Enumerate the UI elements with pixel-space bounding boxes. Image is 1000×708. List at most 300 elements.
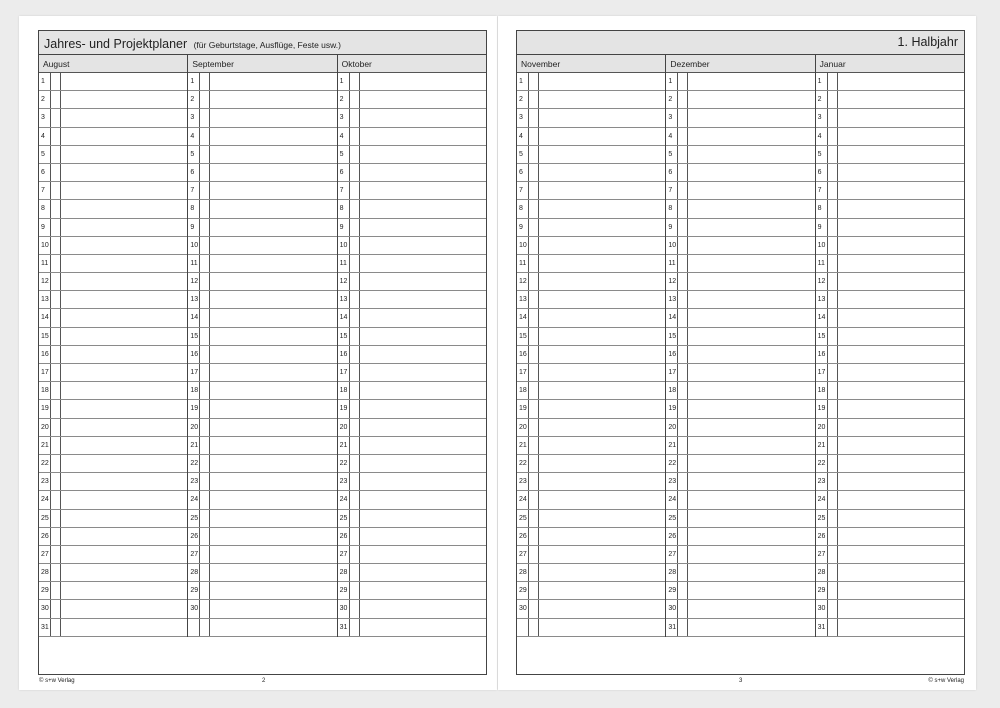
day-mark-cell[interactable] (51, 219, 61, 236)
day-note-cell[interactable] (61, 109, 187, 126)
day-note-cell[interactable] (360, 200, 486, 217)
day-mark-cell[interactable] (529, 600, 539, 617)
day-mark-cell[interactable] (828, 455, 838, 472)
day-mark-cell[interactable] (828, 419, 838, 436)
day-mark-cell[interactable] (828, 328, 838, 345)
day-note-cell[interactable] (539, 146, 665, 163)
day-note-cell[interactable] (838, 437, 964, 454)
day-mark-cell[interactable] (200, 455, 210, 472)
day-note-cell[interactable] (210, 419, 336, 436)
day-note-cell[interactable] (838, 164, 964, 181)
day-note-cell[interactable] (688, 346, 814, 363)
day-note-cell[interactable] (838, 146, 964, 163)
day-note-cell[interactable] (688, 109, 814, 126)
day-mark-cell[interactable] (529, 564, 539, 581)
day-note-cell[interactable] (838, 237, 964, 254)
day-note-cell[interactable] (688, 164, 814, 181)
day-note-cell[interactable] (210, 237, 336, 254)
day-note-cell[interactable] (61, 364, 187, 381)
day-mark-cell[interactable] (51, 528, 61, 545)
day-mark-cell[interactable] (51, 455, 61, 472)
day-note-cell[interactable] (61, 546, 187, 563)
day-mark-cell[interactable] (678, 237, 688, 254)
day-note-cell[interactable] (539, 164, 665, 181)
day-mark-cell[interactable] (529, 273, 539, 290)
day-note-cell[interactable] (539, 619, 665, 636)
day-mark-cell[interactable] (51, 91, 61, 108)
day-note-cell[interactable] (360, 437, 486, 454)
day-mark-cell[interactable] (200, 237, 210, 254)
day-note-cell[interactable] (688, 564, 814, 581)
day-note-cell[interactable] (838, 255, 964, 272)
day-note-cell[interactable] (688, 455, 814, 472)
day-note-cell[interactable] (360, 309, 486, 326)
day-note-cell[interactable] (61, 455, 187, 472)
day-note-cell[interactable] (360, 328, 486, 345)
day-mark-cell[interactable] (51, 619, 61, 636)
day-mark-cell[interactable] (350, 328, 360, 345)
day-mark-cell[interactable] (529, 364, 539, 381)
day-mark-cell[interactable] (350, 109, 360, 126)
day-note-cell[interactable] (360, 91, 486, 108)
day-mark-cell[interactable] (678, 109, 688, 126)
day-note-cell[interactable] (539, 273, 665, 290)
day-mark-cell[interactable] (678, 182, 688, 199)
day-note-cell[interactable] (61, 328, 187, 345)
day-note-cell[interactable] (539, 400, 665, 417)
day-note-cell[interactable] (210, 455, 336, 472)
day-mark-cell[interactable] (200, 510, 210, 527)
day-mark-cell[interactable] (350, 200, 360, 217)
day-note-cell[interactable] (838, 582, 964, 599)
day-mark-cell[interactable] (200, 255, 210, 272)
day-note-cell[interactable] (210, 164, 336, 181)
day-mark-cell[interactable] (529, 73, 539, 90)
day-note-cell[interactable] (539, 382, 665, 399)
day-mark-cell[interactable] (529, 382, 539, 399)
day-note-cell[interactable] (61, 91, 187, 108)
day-mark-cell[interactable] (529, 491, 539, 508)
day-mark-cell[interactable] (51, 255, 61, 272)
day-note-cell[interactable] (61, 73, 187, 90)
day-mark-cell[interactable] (350, 291, 360, 308)
day-mark-cell[interactable] (200, 600, 210, 617)
day-mark-cell[interactable] (678, 546, 688, 563)
day-mark-cell[interactable] (828, 200, 838, 217)
day-note-cell[interactable] (838, 346, 964, 363)
day-mark-cell[interactable] (350, 546, 360, 563)
day-mark-cell[interactable] (529, 619, 539, 636)
day-mark-cell[interactable] (828, 546, 838, 563)
day-note-cell[interactable] (210, 564, 336, 581)
day-mark-cell[interactable] (51, 364, 61, 381)
day-mark-cell[interactable] (678, 200, 688, 217)
day-mark-cell[interactable] (529, 291, 539, 308)
day-mark-cell[interactable] (51, 346, 61, 363)
day-note-cell[interactable] (688, 364, 814, 381)
day-mark-cell[interactable] (678, 528, 688, 545)
day-note-cell[interactable] (539, 364, 665, 381)
day-note-cell[interactable] (539, 291, 665, 308)
day-note-cell[interactable] (539, 182, 665, 199)
day-mark-cell[interactable] (51, 382, 61, 399)
day-mark-cell[interactable] (350, 255, 360, 272)
day-mark-cell[interactable] (678, 91, 688, 108)
day-note-cell[interactable] (61, 182, 187, 199)
day-mark-cell[interactable] (200, 309, 210, 326)
day-note-cell[interactable] (61, 346, 187, 363)
day-note-cell[interactable] (838, 473, 964, 490)
day-mark-cell[interactable] (529, 219, 539, 236)
day-mark-cell[interactable] (51, 146, 61, 163)
day-note-cell[interactable] (838, 128, 964, 145)
day-note-cell[interactable] (360, 291, 486, 308)
day-note-cell[interactable] (838, 491, 964, 508)
day-note-cell[interactable] (61, 400, 187, 417)
day-mark-cell[interactable] (51, 510, 61, 527)
day-note-cell[interactable] (688, 473, 814, 490)
day-note-cell[interactable] (539, 219, 665, 236)
day-note-cell[interactable] (61, 437, 187, 454)
day-mark-cell[interactable] (828, 346, 838, 363)
day-note-cell[interactable] (838, 73, 964, 90)
day-note-cell[interactable] (838, 309, 964, 326)
day-mark-cell[interactable] (678, 473, 688, 490)
day-mark-cell[interactable] (200, 273, 210, 290)
day-note-cell[interactable] (688, 382, 814, 399)
day-note-cell[interactable] (61, 164, 187, 181)
day-note-cell[interactable] (360, 582, 486, 599)
day-note-cell[interactable] (838, 419, 964, 436)
day-note-cell[interactable] (61, 491, 187, 508)
day-note-cell[interactable] (360, 109, 486, 126)
day-mark-cell[interactable] (529, 400, 539, 417)
day-mark-cell[interactable] (200, 400, 210, 417)
day-mark-cell[interactable] (51, 491, 61, 508)
day-note-cell[interactable] (838, 273, 964, 290)
day-mark-cell[interactable] (828, 600, 838, 617)
day-note-cell[interactable] (61, 419, 187, 436)
day-note-cell[interactable] (210, 182, 336, 199)
day-mark-cell[interactable] (529, 455, 539, 472)
day-mark-cell[interactable] (200, 382, 210, 399)
day-mark-cell[interactable] (529, 255, 539, 272)
day-note-cell[interactable] (688, 510, 814, 527)
day-mark-cell[interactable] (200, 491, 210, 508)
day-note-cell[interactable] (539, 346, 665, 363)
day-note-cell[interactable] (688, 73, 814, 90)
day-note-cell[interactable] (210, 528, 336, 545)
day-mark-cell[interactable] (529, 473, 539, 490)
day-note-cell[interactable] (688, 237, 814, 254)
day-mark-cell[interactable] (678, 382, 688, 399)
day-mark-cell[interactable] (529, 528, 539, 545)
day-note-cell[interactable] (688, 182, 814, 199)
day-note-cell[interactable] (210, 364, 336, 381)
day-mark-cell[interactable] (678, 364, 688, 381)
day-note-cell[interactable] (360, 364, 486, 381)
day-mark-cell[interactable] (51, 400, 61, 417)
day-mark-cell[interactable] (678, 273, 688, 290)
day-mark-cell[interactable] (828, 273, 838, 290)
day-note-cell[interactable] (688, 582, 814, 599)
day-mark-cell[interactable] (529, 328, 539, 345)
day-note-cell[interactable] (539, 510, 665, 527)
day-mark-cell[interactable] (350, 582, 360, 599)
day-mark-cell[interactable] (51, 419, 61, 436)
day-note-cell[interactable] (838, 564, 964, 581)
day-note-cell[interactable] (61, 382, 187, 399)
day-note-cell[interactable] (688, 273, 814, 290)
day-note-cell[interactable] (210, 109, 336, 126)
day-note-cell[interactable] (539, 564, 665, 581)
day-mark-cell[interactable] (828, 73, 838, 90)
day-mark-cell[interactable] (529, 91, 539, 108)
day-note-cell[interactable] (539, 546, 665, 563)
day-mark-cell[interactable] (200, 182, 210, 199)
day-mark-cell[interactable] (529, 182, 539, 199)
day-note-cell[interactable] (360, 600, 486, 617)
day-mark-cell[interactable] (350, 455, 360, 472)
day-note-cell[interactable] (210, 273, 336, 290)
day-mark-cell[interactable] (51, 200, 61, 217)
day-note-cell[interactable] (61, 146, 187, 163)
day-mark-cell[interactable] (828, 219, 838, 236)
day-mark-cell[interactable] (678, 491, 688, 508)
day-mark-cell[interactable] (678, 128, 688, 145)
day-mark-cell[interactable] (529, 164, 539, 181)
day-mark-cell[interactable] (678, 564, 688, 581)
day-mark-cell[interactable] (51, 582, 61, 599)
day-mark-cell[interactable] (678, 600, 688, 617)
day-mark-cell[interactable] (350, 400, 360, 417)
day-note-cell[interactable] (360, 473, 486, 490)
day-note-cell[interactable] (360, 491, 486, 508)
day-note-cell[interactable] (539, 309, 665, 326)
day-mark-cell[interactable] (678, 346, 688, 363)
day-mark-cell[interactable] (350, 382, 360, 399)
day-note-cell[interactable] (838, 200, 964, 217)
day-mark-cell[interactable] (828, 146, 838, 163)
day-mark-cell[interactable] (828, 437, 838, 454)
day-mark-cell[interactable] (350, 528, 360, 545)
day-note-cell[interactable] (838, 382, 964, 399)
day-mark-cell[interactable] (678, 219, 688, 236)
day-note-cell[interactable] (539, 582, 665, 599)
day-mark-cell[interactable] (529, 346, 539, 363)
day-note-cell[interactable] (838, 182, 964, 199)
day-mark-cell[interactable] (200, 346, 210, 363)
day-mark-cell[interactable] (350, 473, 360, 490)
day-note-cell[interactable] (61, 473, 187, 490)
day-mark-cell[interactable] (200, 564, 210, 581)
day-mark-cell[interactable] (200, 364, 210, 381)
day-note-cell[interactable] (360, 382, 486, 399)
day-note-cell[interactable] (360, 146, 486, 163)
day-mark-cell[interactable] (529, 109, 539, 126)
day-note-cell[interactable] (210, 546, 336, 563)
day-mark-cell[interactable] (200, 128, 210, 145)
day-mark-cell[interactable] (200, 546, 210, 563)
day-mark-cell[interactable] (828, 291, 838, 308)
day-mark-cell[interactable] (200, 219, 210, 236)
day-mark-cell[interactable] (828, 528, 838, 545)
day-note-cell[interactable] (688, 400, 814, 417)
day-mark-cell[interactable] (51, 109, 61, 126)
day-mark-cell[interactable] (828, 582, 838, 599)
day-mark-cell[interactable] (51, 600, 61, 617)
day-mark-cell[interactable] (200, 200, 210, 217)
day-note-cell[interactable] (210, 255, 336, 272)
day-note-cell[interactable] (838, 510, 964, 527)
day-mark-cell[interactable] (828, 400, 838, 417)
day-mark-cell[interactable] (678, 255, 688, 272)
day-note-cell[interactable] (61, 237, 187, 254)
day-note-cell[interactable] (61, 582, 187, 599)
day-mark-cell[interactable] (678, 164, 688, 181)
day-mark-cell[interactable] (529, 546, 539, 563)
day-note-cell[interactable] (838, 109, 964, 126)
day-note-cell[interactable] (838, 546, 964, 563)
day-mark-cell[interactable] (350, 73, 360, 90)
day-note-cell[interactable] (838, 219, 964, 236)
day-mark-cell[interactable] (350, 491, 360, 508)
day-note-cell[interactable] (210, 491, 336, 508)
day-note-cell[interactable] (360, 219, 486, 236)
day-note-cell[interactable] (210, 146, 336, 163)
day-mark-cell[interactable] (678, 73, 688, 90)
day-note-cell[interactable] (838, 619, 964, 636)
day-note-cell[interactable] (838, 364, 964, 381)
day-mark-cell[interactable] (51, 291, 61, 308)
day-note-cell[interactable] (688, 291, 814, 308)
day-mark-cell[interactable] (350, 309, 360, 326)
day-note-cell[interactable] (539, 91, 665, 108)
day-mark-cell[interactable] (529, 146, 539, 163)
day-note-cell[interactable] (838, 291, 964, 308)
day-note-cell[interactable] (210, 400, 336, 417)
day-note-cell[interactable] (210, 328, 336, 345)
day-mark-cell[interactable] (51, 546, 61, 563)
day-note-cell[interactable] (61, 255, 187, 272)
day-mark-cell[interactable] (350, 219, 360, 236)
day-note-cell[interactable] (539, 109, 665, 126)
day-note-cell[interactable] (210, 582, 336, 599)
day-mark-cell[interactable] (678, 619, 688, 636)
day-note-cell[interactable] (210, 473, 336, 490)
day-note-cell[interactable] (360, 182, 486, 199)
day-note-cell[interactable] (61, 273, 187, 290)
day-mark-cell[interactable] (828, 255, 838, 272)
day-mark-cell[interactable] (828, 491, 838, 508)
day-note-cell[interactable] (360, 273, 486, 290)
day-mark-cell[interactable] (200, 164, 210, 181)
day-note-cell[interactable] (360, 237, 486, 254)
day-note-cell[interactable] (539, 255, 665, 272)
day-mark-cell[interactable] (828, 309, 838, 326)
day-note-cell[interactable] (688, 128, 814, 145)
day-mark-cell[interactable] (350, 273, 360, 290)
day-note-cell[interactable] (61, 510, 187, 527)
day-note-cell[interactable] (539, 237, 665, 254)
day-mark-cell[interactable] (51, 164, 61, 181)
day-mark-cell[interactable] (529, 437, 539, 454)
day-note-cell[interactable] (688, 528, 814, 545)
day-note-cell[interactable] (688, 309, 814, 326)
day-mark-cell[interactable] (350, 128, 360, 145)
day-note-cell[interactable] (360, 546, 486, 563)
day-note-cell[interactable] (838, 91, 964, 108)
day-mark-cell[interactable] (200, 146, 210, 163)
day-note-cell[interactable] (539, 491, 665, 508)
day-note-cell[interactable] (838, 528, 964, 545)
day-mark-cell[interactable] (51, 128, 61, 145)
day-mark-cell[interactable] (200, 528, 210, 545)
day-mark-cell[interactable] (200, 91, 210, 108)
day-note-cell[interactable] (210, 619, 336, 636)
day-mark-cell[interactable] (828, 473, 838, 490)
day-note-cell[interactable] (360, 164, 486, 181)
day-note-cell[interactable] (688, 255, 814, 272)
day-mark-cell[interactable] (678, 510, 688, 527)
day-mark-cell[interactable] (828, 564, 838, 581)
day-note-cell[interactable] (360, 400, 486, 417)
day-mark-cell[interactable] (350, 346, 360, 363)
day-note-cell[interactable] (61, 219, 187, 236)
day-note-cell[interactable] (210, 382, 336, 399)
day-mark-cell[interactable] (350, 164, 360, 181)
day-mark-cell[interactable] (51, 437, 61, 454)
day-mark-cell[interactable] (678, 455, 688, 472)
day-mark-cell[interactable] (350, 91, 360, 108)
day-note-cell[interactable] (360, 255, 486, 272)
day-note-cell[interactable] (539, 200, 665, 217)
day-mark-cell[interactable] (678, 419, 688, 436)
day-note-cell[interactable] (688, 146, 814, 163)
day-mark-cell[interactable] (200, 619, 210, 636)
day-mark-cell[interactable] (828, 237, 838, 254)
day-note-cell[interactable] (539, 73, 665, 90)
day-note-cell[interactable] (688, 419, 814, 436)
day-note-cell[interactable] (210, 200, 336, 217)
day-note-cell[interactable] (688, 546, 814, 563)
day-mark-cell[interactable] (678, 146, 688, 163)
day-mark-cell[interactable] (350, 564, 360, 581)
day-note-cell[interactable] (61, 619, 187, 636)
day-note-cell[interactable] (61, 564, 187, 581)
day-note-cell[interactable] (360, 455, 486, 472)
day-note-cell[interactable] (360, 346, 486, 363)
day-mark-cell[interactable] (529, 419, 539, 436)
day-mark-cell[interactable] (200, 582, 210, 599)
day-note-cell[interactable] (210, 510, 336, 527)
day-mark-cell[interactable] (678, 328, 688, 345)
day-note-cell[interactable] (210, 73, 336, 90)
day-note-cell[interactable] (210, 219, 336, 236)
day-mark-cell[interactable] (529, 582, 539, 599)
day-note-cell[interactable] (61, 600, 187, 617)
day-mark-cell[interactable] (828, 91, 838, 108)
notes-area[interactable] (517, 637, 964, 674)
day-mark-cell[interactable] (529, 200, 539, 217)
day-mark-cell[interactable] (678, 437, 688, 454)
day-mark-cell[interactable] (529, 510, 539, 527)
day-note-cell[interactable] (539, 600, 665, 617)
day-note-cell[interactable] (61, 528, 187, 545)
day-note-cell[interactable] (539, 128, 665, 145)
day-mark-cell[interactable] (678, 309, 688, 326)
day-mark-cell[interactable] (51, 273, 61, 290)
